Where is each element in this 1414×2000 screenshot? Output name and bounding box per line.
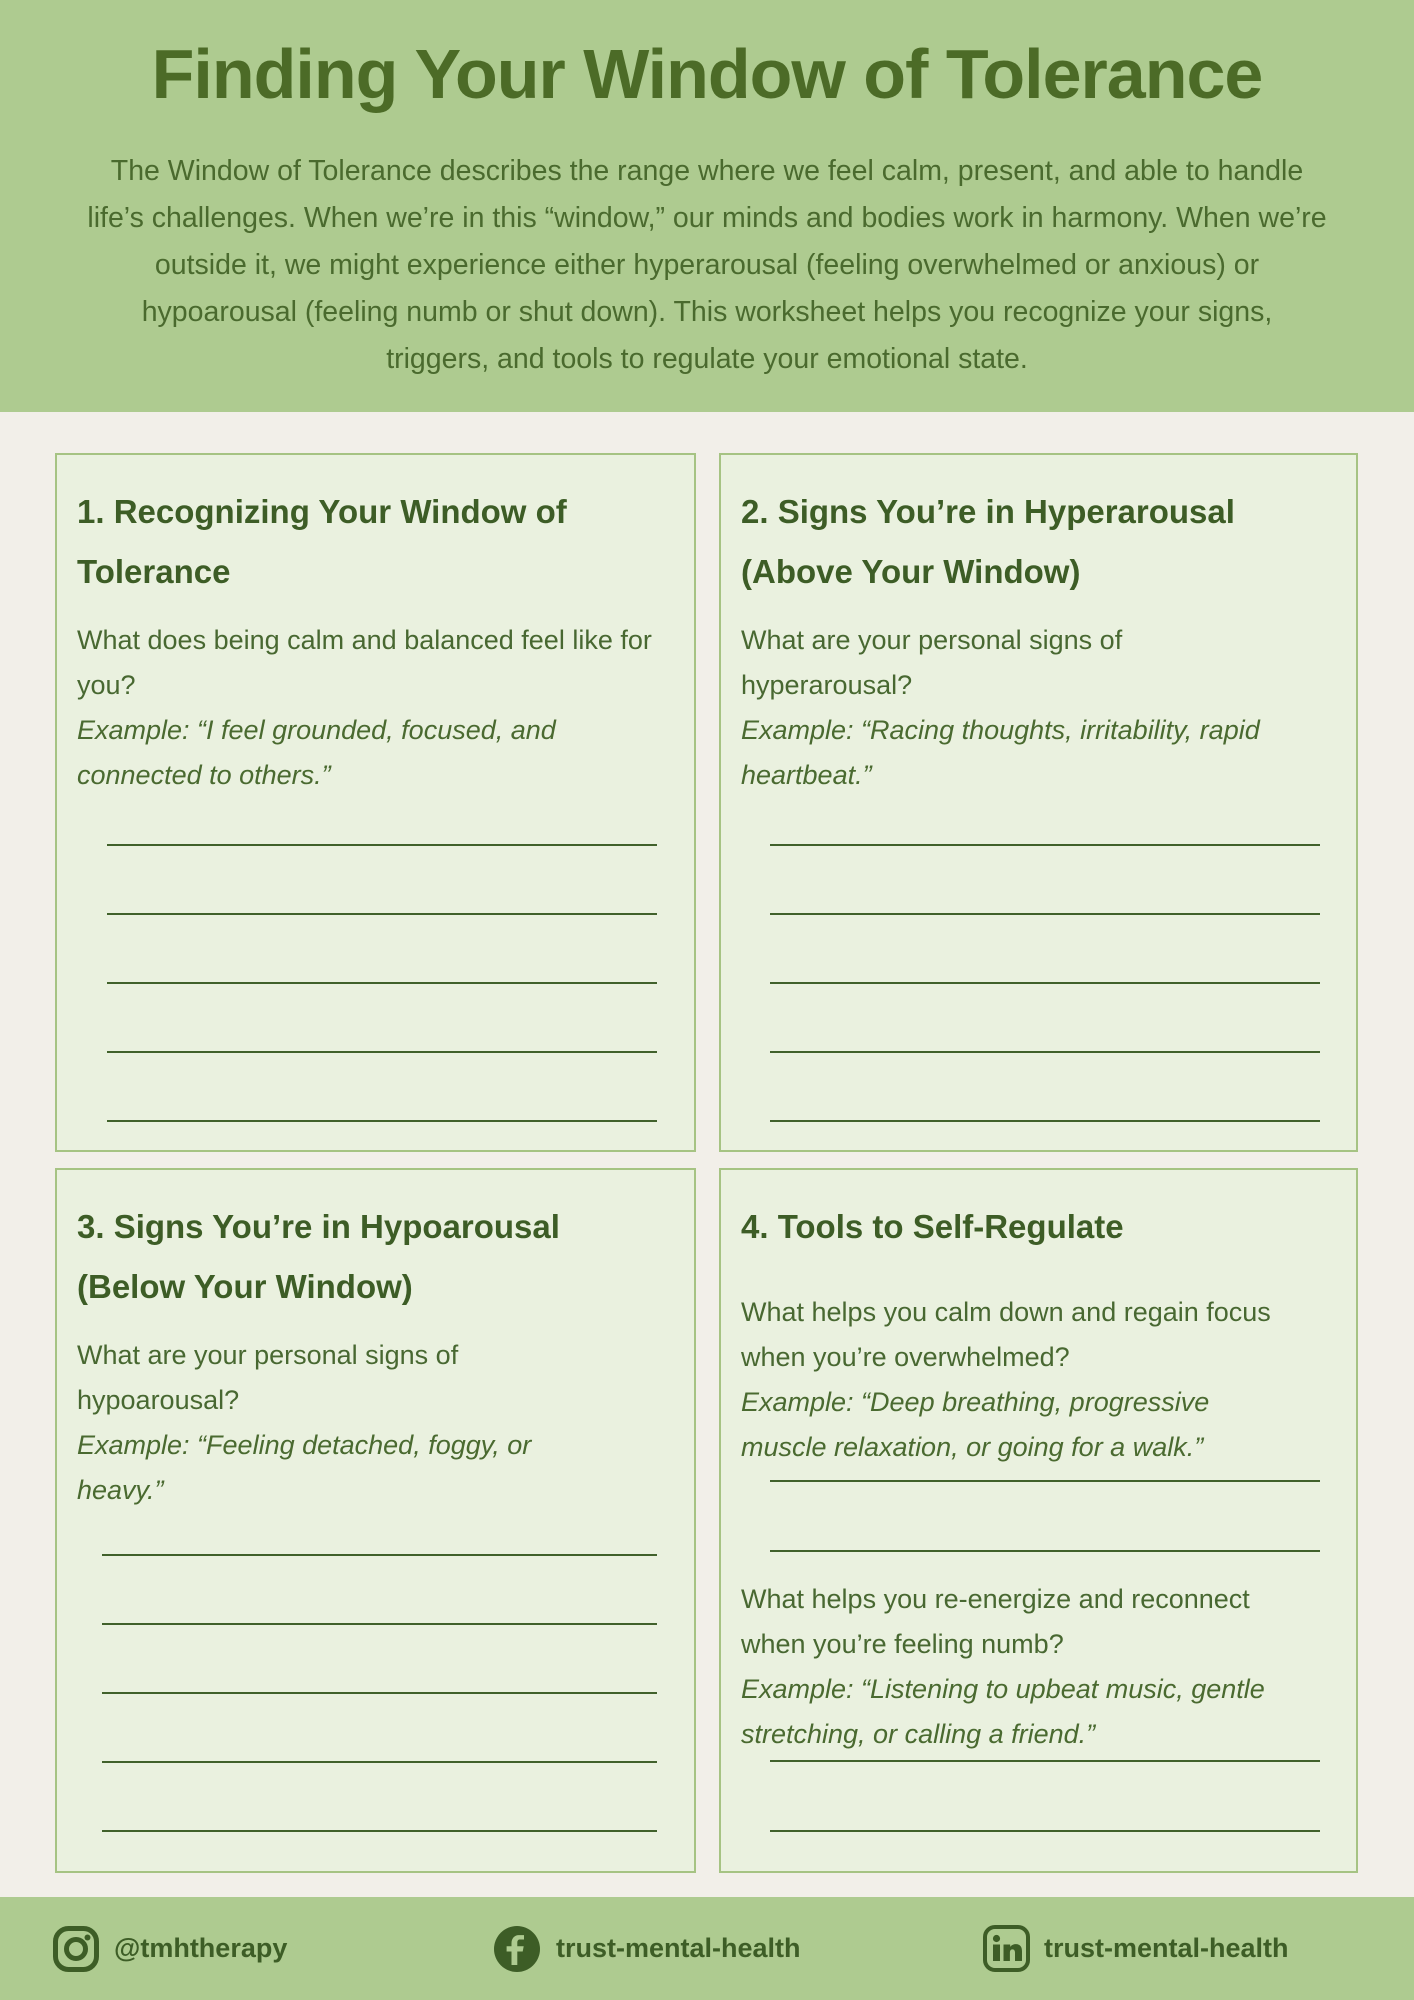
linkedin-handle: trust-mental-health [1044,1933,1289,1963]
writing-lines [107,844,657,1122]
writing-line [102,1623,657,1625]
writing-line [770,1120,1320,1122]
writing-line [770,844,1320,846]
instagram-handle: @tmhtherapy [114,1933,288,1963]
writing-line [770,913,1320,915]
example-text: Example: “Deep breathing, progressive muscle relaxation, or going for a walk.” [741,1387,1210,1462]
writing-line [107,844,657,846]
writing-line [770,982,1320,984]
question-text: What helps you calm down and regain focus when you’re overwhelmed? [741,1297,1271,1372]
facebook-handle: trust-mental-health [556,1933,801,1963]
question-text: What are your personal signs of hypoarousal? [77,1340,459,1415]
section-heading: 2. Signs You’re in Hyperarousal (Above Your Window) [741,493,1235,590]
example-text: Example: “Listening to upbeat music, gentle stretching, or calling a friend.” [741,1674,1265,1749]
section-card-tools [719,1168,1358,1873]
instagram-link[interactable] [52,1897,287,2000]
instagram-icon [52,1925,100,1973]
writing-line [107,982,657,984]
writing-line [107,1120,657,1122]
question-text: What helps you re-energize and reconnect when you’re feeling numb? [741,1584,1250,1659]
writing-line [102,1554,657,1556]
writing-lines [770,1760,1320,1832]
question-text: What are your personal signs of hyperarousal? [741,625,1123,700]
section-card-hypoarousal [55,1168,696,1873]
writing-line [770,1051,1320,1053]
section-heading: 4. Tools to Self-Regulate [741,1208,1124,1245]
writing-line [107,913,657,915]
writing-line [770,1830,1320,1832]
writing-line [770,1480,1320,1482]
example-text: Example: “Feeling detached, foggy, or heavy.” [77,1430,532,1505]
writing-line [102,1830,657,1832]
section-card-hyperarousal [719,453,1358,1152]
example-text: Example: “I feel grounded, focused, and connected to others.” [77,715,556,790]
writing-line [770,1760,1320,1762]
section-heading: 3. Signs You’re in Hypoarousal (Below Your Window) [77,1208,560,1305]
footer [0,1897,1414,2000]
facebook-icon [492,1924,542,1974]
writing-lines [770,1480,1320,1552]
section-heading: 1. Recognizing Your Window of Tolerance [77,493,567,590]
facebook-link[interactable] [492,1897,801,2000]
linkedin-icon [983,1925,1030,1972]
intro-text: The Window of Tolerance describes the range where we feel calm, present, and able to handle life’s challenges. When we’re in this “window,” our minds and bodies work in harmony. When we’re outside it, we might experience either hyperarousal (feeling overwhelmed or anxious) or hypoarousal (feeling numb or shut down). This worksheet helps you recognize your signs, triggers, and tools to regulate your emotional state. [87,155,1327,375]
example-text: Example: “Racing thoughts, irritability, rapid heartbeat.” [741,715,1260,790]
writing-lines [770,844,1320,1122]
question-text: What does being calm and balanced feel like for you? [77,625,652,700]
writing-lines [102,1554,657,1832]
writing-line [102,1761,657,1763]
linkedin-link[interactable] [983,1897,1289,2000]
writing-line [102,1692,657,1694]
writing-line [770,1550,1320,1552]
page-title: Finding Your Window of Tolerance [151,35,1263,113]
writing-line [107,1051,657,1053]
section-card-recognizing [55,453,696,1152]
